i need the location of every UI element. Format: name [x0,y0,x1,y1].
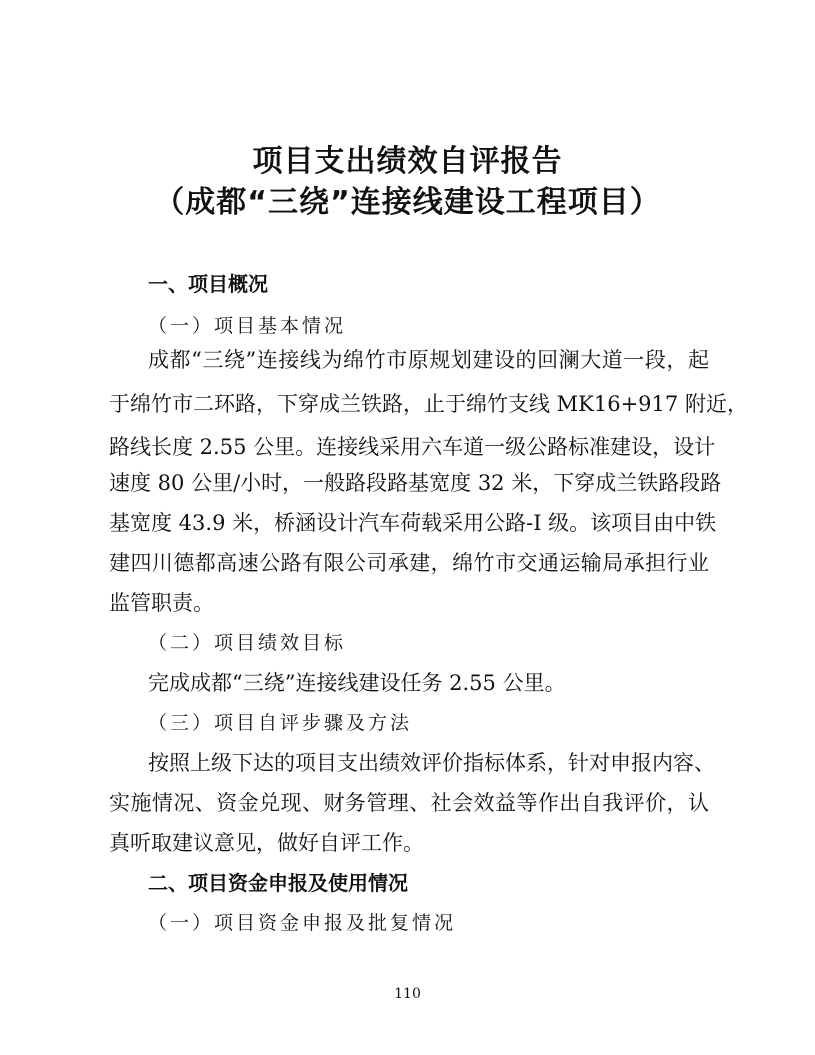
subsection-heading-evaluation-method: （三）项目自评步骤及方法 [148,712,413,734]
paragraph-line: 路线长度 2.55 公里。连接线采用六车道一级公路标准建设，设计 [109,435,716,459]
paragraph-line: 按照上级下达的项目支出绩效评价指标体系，针对申报内容、 [148,751,715,775]
paragraph-line: 实施情况、资金兑现、财务管理、社会效益等作出自我评价，认 [109,791,709,815]
page-number: 110 [394,986,421,1002]
subsection-heading-basic-info: （一）项目基本情况 [148,315,347,337]
section-heading-overview: 一、项目概况 [148,272,268,296]
paragraph-line: 成都“三绕”连接线为绵竹市原规划建设的回澜大道一段，起 [148,348,709,372]
paragraph-line: 真听取建议意见，做好自评工作。 [109,831,424,855]
subsection-heading-funding-approval: （一）项目资金申报及批复情况 [148,912,457,934]
subsection-heading-performance-goal: （二）项目绩效目标 [148,632,347,654]
report-subtitle: （成都“三绕”连接线建设工程项目） [154,185,661,220]
paragraph-line: 速度 80 公里/小时，一般路段路基宽度 32 米，下穿成兰铁路段路 [109,471,722,495]
paragraph-line: 完成成都“三绕”连接线建设任务 2.55 公里。 [148,671,566,695]
section-heading-funding: 二、项目资金申报及使用情况 [148,871,408,895]
paragraph-line: 监管职责。 [109,591,214,615]
paragraph-line: 基宽度 43.9 米，桥涵设计汽车荷载采用公路-I 级。该项目由中铁 [109,511,717,535]
paragraph-line: 于绵竹市二环路，下穿成兰铁路，止于绵竹支线 MK16+917 附近， [109,392,748,416]
paragraph-line: 建四川德都高速公路有限公司承建，绵竹市交通运输局承担行业 [109,551,709,575]
report-title: 项目支出绩效自评报告 [252,144,563,179]
